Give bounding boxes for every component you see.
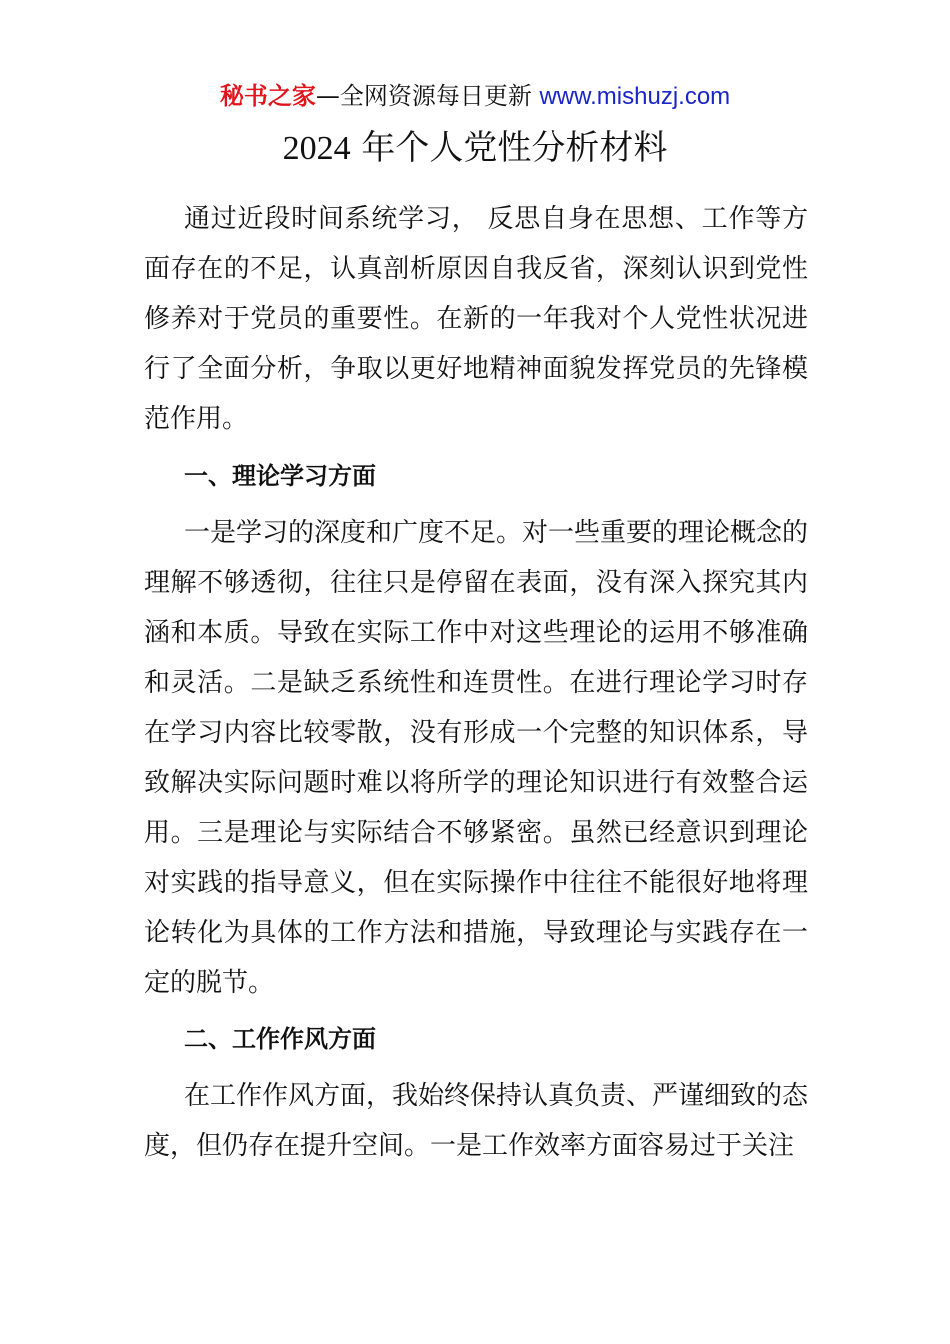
site-url[interactable]: www.mishuzj.com <box>539 83 731 110</box>
section-heading-workstyle: 二、工作作风方面 <box>184 1025 376 1053</box>
intro-paragraph: 通过近段时间系统学习， 反思自身在思想、工作等方面存在的不足，认真剖析原因自我反省，深刻认识到党性修养对于党员的重要性。在新的一年我对个人党性状况进行了全面分析，争取以更好地精神面貌发挥党员的先锋模范作用。 <box>144 204 808 434</box>
site-tagline: —全网资源每日更新 <box>315 82 540 110</box>
brand-name: 秘书之家 <box>219 82 316 110</box>
title-year: 2024 <box>282 130 351 167</box>
title-text: 年个人党性分析材料 <box>350 128 668 168</box>
workstyle-paragraph: 在工作作风方面，我始终保持认真负责、严谨细致的态度，但仍存在提升空间。一是工作效率方面容易过于关注 <box>144 1081 809 1161</box>
section-heading-theory: 一、理论学习方面 <box>184 462 376 490</box>
site-header <box>0 80 950 113</box>
theory-paragraph: 一是学习的深度和广度不足。对一些重要的理论概念的理解不够透彻，往往只是停留在表面，没有深入探究其内涵和本质。导致在实际工作中对这些理论的运用不够准确和灵活。二是缺乏系统性和连贯性。在进行理论学习时存在学习内容比较零散，没有形成一个完整的知识体系，导致解决实际问题时难以将所学的理论知识进行有效整合运用。三是理论与实际结合不够紧密。虽然已经意识到理论对实践的指导意义，但在实际操作中往往不能很好地将理论转化为具体的工作方法和措施，导致理论与实践存在一定的脱节。 <box>144 518 809 998</box>
document-title <box>0 126 950 171</box>
